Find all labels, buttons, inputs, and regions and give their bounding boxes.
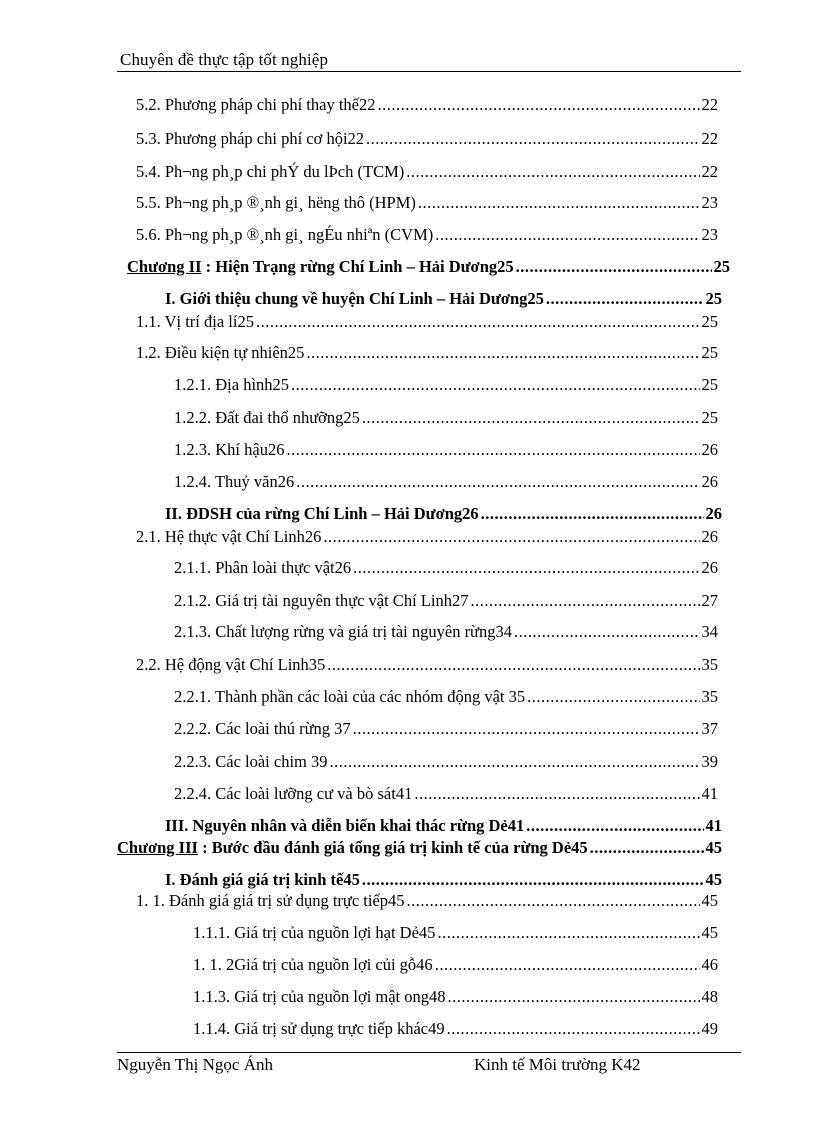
toc-page-number: 22 <box>701 162 718 181</box>
toc-page-number: 26 <box>705 504 722 523</box>
toc-entry-title: 1.2.3. Khí hậu26 <box>174 440 285 459</box>
toc-entry-title: 1.2.2. Đất đai thổ nhưỡng25 <box>174 408 360 427</box>
toc-entry-title: 1.1.1. Giá trị của nguồn lợi hạt Dẻ45 <box>193 923 436 942</box>
toc-page-number: 26 <box>701 440 718 459</box>
toc-section-entry <box>165 503 722 525</box>
toc-entry <box>174 621 718 643</box>
toc-entry-title: 5.6. Ph¬ng ph¸p ®¸nh gi¸ ngÉu nhiªn (CVM) <box>136 225 434 244</box>
toc-section-entry <box>165 869 722 891</box>
page-header-title: Chuyên đề thực tập tốt nghiệp <box>120 50 329 69</box>
toc-leader <box>435 224 699 246</box>
toc-page-number: 48 <box>701 987 718 1006</box>
toc-entry <box>174 686 718 708</box>
toc-entry <box>174 374 718 396</box>
toc-leader <box>353 557 699 579</box>
toc-entry <box>136 342 718 364</box>
toc-page-number: 45 <box>701 923 718 942</box>
toc-chapter-label: Chương II <box>127 257 202 276</box>
toc-entry-title: 1. 1. 2Giá trị của nguồn lợi củi gỗ46 <box>193 955 433 974</box>
toc-entry-title: 1.2.1. Địa hình25 <box>174 375 290 394</box>
toc-entry <box>193 922 718 944</box>
toc-leader <box>590 837 704 859</box>
toc-leader <box>377 94 699 116</box>
toc-chapter-label: Chương III <box>117 838 198 857</box>
toc-entry <box>174 439 718 461</box>
toc-entry <box>136 94 718 116</box>
toc-chapter-entry <box>117 837 722 859</box>
toc-leader <box>366 128 699 150</box>
toc-entry <box>136 311 718 333</box>
toc-leader <box>306 342 699 364</box>
toc-page-number: 26 <box>701 472 718 491</box>
toc-entry <box>174 407 718 429</box>
toc-leader <box>353 718 700 740</box>
toc-entry-title: 5.2. Phương pháp chi phí thay thế22 <box>136 95 376 114</box>
toc-section-entry <box>165 815 722 837</box>
toc-page-number: 41 <box>701 784 718 803</box>
toc-section-entry <box>165 288 722 310</box>
toc-entry <box>193 954 718 976</box>
toc-leader <box>291 374 699 396</box>
toc-entry <box>174 718 718 740</box>
toc-page-number: 26 <box>701 558 718 577</box>
toc-leader <box>406 161 699 183</box>
toc-entry-title: III. Nguyên nhân và diễn biến khai thác rừng Dẻ41 <box>165 816 525 835</box>
toc-leader <box>546 288 704 310</box>
toc-leader <box>481 503 704 525</box>
toc-entry-title: 1.1.3. Giá trị của nguồn lợi mật ong48 <box>193 987 446 1006</box>
toc-entry <box>136 192 718 214</box>
toc-page-number: 46 <box>701 955 718 974</box>
toc-page-number: 22 <box>701 95 718 114</box>
toc-page-number: 49 <box>701 1019 718 1038</box>
toc-chapter-entry <box>127 256 730 278</box>
toc-page-number: 23 <box>701 225 718 244</box>
toc-leader <box>527 686 699 708</box>
toc-page-number: 22 <box>701 129 718 148</box>
toc-page-number: 45 <box>705 870 722 889</box>
toc-entry-title: : Bước đầu đánh giá tổng giá trị kinh tế của rừng Dẻ45 <box>197 838 588 857</box>
toc-entry-title: 2.1. Hệ thực vật Chí Linh26 <box>136 527 322 546</box>
toc-page-number: 25 <box>713 257 730 276</box>
toc-leader <box>447 1018 700 1040</box>
toc-entry <box>136 224 718 246</box>
toc-leader <box>514 621 699 643</box>
toc-entry <box>136 128 718 150</box>
toc-entry-title: 2.1.2. Giá trị tài nguyên thực vật Chí Linh27 <box>174 591 469 610</box>
toc-leader <box>448 986 700 1008</box>
toc-entry-title: II. ĐDSH của rừng Chí Linh – Hải Dương26 <box>165 504 479 523</box>
toc-page-number: 41 <box>705 816 722 835</box>
toc-entry-title: 2.1.1. Phân loài thực vật26 <box>174 558 352 577</box>
toc-page-number: 26 <box>701 527 718 546</box>
toc-entry-title: 1.1.4. Giá trị sử dụng trực tiếp khác49 <box>193 1019 445 1038</box>
toc-leader <box>418 192 700 214</box>
toc-entry-title: 5.4. Ph¬ng ph¸p chi phÝ du lÞch (TCM) <box>136 162 405 181</box>
toc-leader <box>286 439 699 461</box>
toc-page-number: 35 <box>701 655 718 674</box>
toc-page-number: 25 <box>701 343 718 362</box>
toc-leader <box>362 869 704 891</box>
toc-page-number: 27 <box>701 591 718 610</box>
toc-page-number: 35 <box>701 687 718 706</box>
toc-entry-title: 2.2. Hệ động vật Chí Linh35 <box>136 655 326 674</box>
toc-page-number: 25 <box>701 408 718 427</box>
footer-divider <box>117 1052 741 1053</box>
toc-entry-title: 1.2. Điều kiện tự nhiên25 <box>136 343 305 362</box>
toc-entry-title: 2.2.3. Các loài chim 39 <box>174 752 328 771</box>
toc-entry-title: 5.5. Ph¬ng ph¸p ®¸nh gi¸ hëng thô (HPM) <box>136 193 416 212</box>
toc-leader <box>435 954 700 976</box>
toc-page-number: 25 <box>705 289 722 308</box>
toc-leader <box>256 311 700 333</box>
toc-leader <box>470 590 699 612</box>
toc-entry <box>174 751 718 773</box>
toc-entry-title: I. Giới thiệu chung về huyện Chí Linh – Hải Dương25 <box>165 289 544 308</box>
toc-leader <box>362 407 700 429</box>
toc-entry-title: 2.1.3. Chất lượng rừng và giá trị tài nguyên rừng34 <box>174 622 513 641</box>
toc-leader <box>526 815 703 837</box>
toc-entry <box>136 890 718 912</box>
footer-author: Nguyễn Thị Ngọc Ánh <box>117 1055 273 1074</box>
toc-page-number: 37 <box>701 719 718 738</box>
toc-entry <box>174 471 718 493</box>
toc-entry <box>136 161 718 183</box>
toc-leader <box>407 890 700 912</box>
toc-entry-title: : Hiện Trạng rừng Chí Linh – Hải Dương25 <box>201 257 514 276</box>
toc-leader <box>296 471 699 493</box>
toc-entry <box>174 783 718 805</box>
footer-program: Kinh tế Môi trường K42 <box>474 1055 641 1074</box>
toc-entry-title: 2.2.1. Thành phần các loài của các nhóm động vật 35 <box>174 687 526 706</box>
toc-entry <box>136 654 718 676</box>
toc-leader <box>437 922 699 944</box>
toc-leader <box>323 526 699 548</box>
toc-entry <box>193 986 718 1008</box>
toc-entry-title: I. Đánh giá giá trị kinh tế45 <box>165 870 360 889</box>
toc-page-number: 34 <box>701 622 718 641</box>
toc-leader <box>414 783 699 805</box>
toc-entry-title: 2.2.2. Các loài thú rừng 37 <box>174 719 351 738</box>
toc-entry <box>136 526 718 548</box>
toc-entry <box>174 590 718 612</box>
toc-page-number: 45 <box>701 891 718 910</box>
toc-page-number: 39 <box>701 752 718 771</box>
toc-entry-title: 1.2.4. Thuỷ văn26 <box>174 472 295 491</box>
toc-entry-title: 1. 1. Đánh giá giá trị sử dụng trực tiếp45 <box>136 891 405 910</box>
toc-page-number: 45 <box>705 838 722 857</box>
toc-entry <box>193 1018 718 1040</box>
toc-entry-title: 1.1. Vị trí địa lí25 <box>136 312 254 331</box>
toc-leader <box>516 256 712 278</box>
toc-entry-title: 5.3. Phương pháp chi phí cơ hội22 <box>136 129 365 148</box>
toc-leader <box>327 654 699 676</box>
toc-page-number: 25 <box>701 375 718 394</box>
toc-page-number: 23 <box>701 193 718 212</box>
toc-entry <box>174 557 718 579</box>
toc-leader <box>330 751 700 773</box>
toc-page-number: 25 <box>701 312 718 331</box>
toc-entry-title: 2.2.4. Các loài lưỡng cư và bò sát41 <box>174 784 413 803</box>
